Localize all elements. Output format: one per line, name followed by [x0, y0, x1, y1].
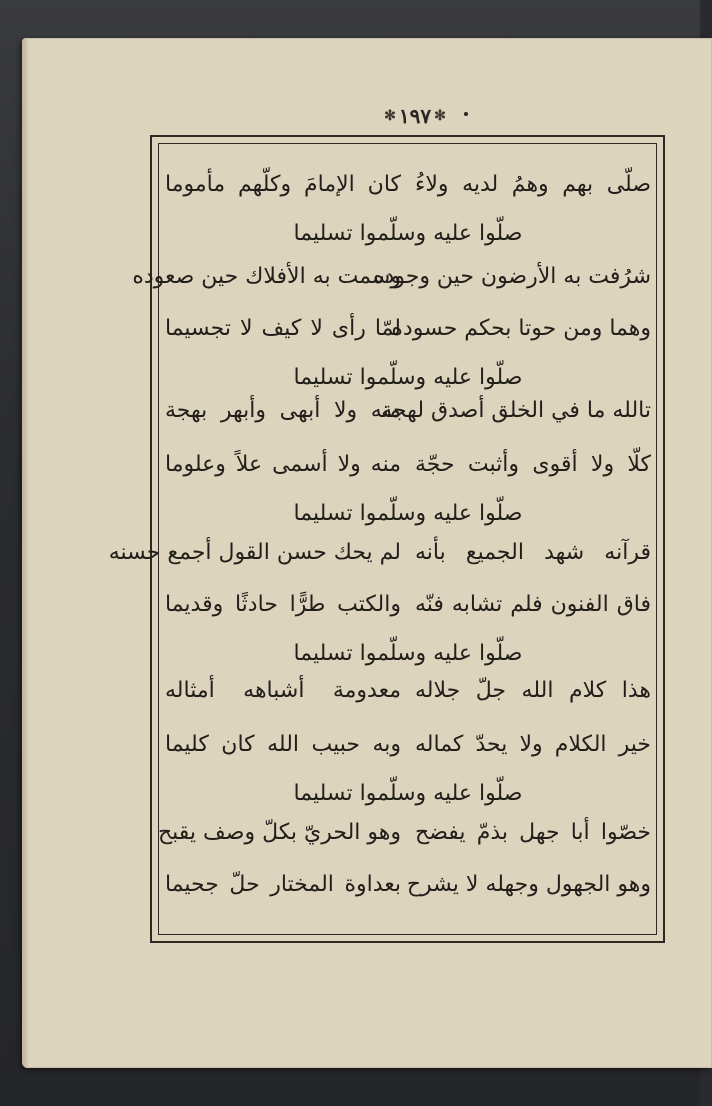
verse-line — [165, 576, 651, 634]
verse-hemistich-left: والكتب طرًّا حادثًا وقديما — [165, 592, 401, 617]
page-edge — [22, 38, 28, 1068]
page-number-dot — [464, 112, 468, 116]
ornament-right-icon: ✻ — [384, 108, 396, 124]
poem-text-block — [108, 150, 651, 930]
verse-hemistich-right: خصّوا أبا جهل بذمّ يفضح — [415, 820, 651, 845]
verse-hemistich-right: خير الكلام ولا يحدّ كماله — [415, 732, 651, 757]
verse-hemistich-right: وهما ومن حوتا بحكم حسوده — [391, 316, 651, 341]
verse-hemistich-right: صلّى بهم وهمُ لديه ولاءُ — [415, 172, 651, 197]
refrain-line: صلّوا عليه وسلّموا تسليما — [293, 780, 523, 806]
verse-hemistich-right: كلّا ولا أقوى وأثبت حجّة — [415, 452, 651, 477]
verse-hemistich-right: وهو الجهول وجهله لا يشرح — [406, 872, 651, 897]
verse-line — [165, 856, 651, 914]
verse-line — [165, 436, 651, 494]
verse-line — [132, 248, 651, 306]
page-number — [360, 100, 470, 132]
verse-line — [165, 382, 651, 440]
ornament-left-icon: ✻ — [434, 108, 446, 124]
verse-line — [165, 716, 651, 774]
verse-line — [165, 662, 651, 720]
verse-hemistich-right: قرآنه شهد الجميع بأنه — [415, 540, 651, 565]
page-number-value: ١٩٧ — [398, 104, 432, 128]
verse-hemistich-left: منه ولا أسمى علاً وعلوما — [165, 452, 401, 477]
refrain-line: صلّوا عليه وسلّموا تسليما — [293, 364, 523, 390]
verse-hemistich-left: بعداوة المختار حلّ جحيما — [165, 872, 401, 897]
verse-hemistich-right: تالله ما في الخلق أصدق لهجة — [381, 398, 651, 423]
verse-hemistich-left: وسمت به الأفلاك حين صعوده — [132, 264, 401, 289]
verse-hemistich-left: لمّا رأى لا كيف لا تجسيما — [165, 316, 401, 341]
verse-hemistich-left: وهو الحريّ بكلّ وصف يقبح — [157, 820, 401, 845]
verse-hemistich-right: هذا كلام الله جلّ جلاله — [415, 678, 651, 703]
verse-hemistich-left: وبه حبيب الله كان كليما — [165, 732, 401, 757]
verse-line — [165, 300, 651, 358]
refrain-line: صلّوا عليه وسلّموا تسليما — [293, 500, 523, 526]
verse-hemistich-right: فاق الفنون فلم تشابه فنّه — [415, 592, 651, 617]
verse-hemistich-left: معدومة أشباهه أمثاله — [165, 678, 401, 703]
verse-line — [157, 804, 651, 862]
verse-line — [108, 524, 651, 582]
refrain-line: صلّوا عليه وسلّموا تسليما — [293, 220, 523, 246]
refrain-line: صلّوا عليه وسلّموا تسليما — [293, 640, 523, 666]
verse-hemistich-left: كان الإمامَ وكلّهم مأموما — [165, 172, 401, 197]
verse-hemistich-left: منه ولا أبهى وأبهر بهجة — [165, 398, 401, 423]
verse-line — [165, 156, 651, 214]
verse-hemistich-right: شرُفت به الأرضون حين وجوده — [373, 264, 651, 289]
verse-hemistich-left: لم يحك حسن القول أجمع حسنه — [108, 540, 401, 565]
